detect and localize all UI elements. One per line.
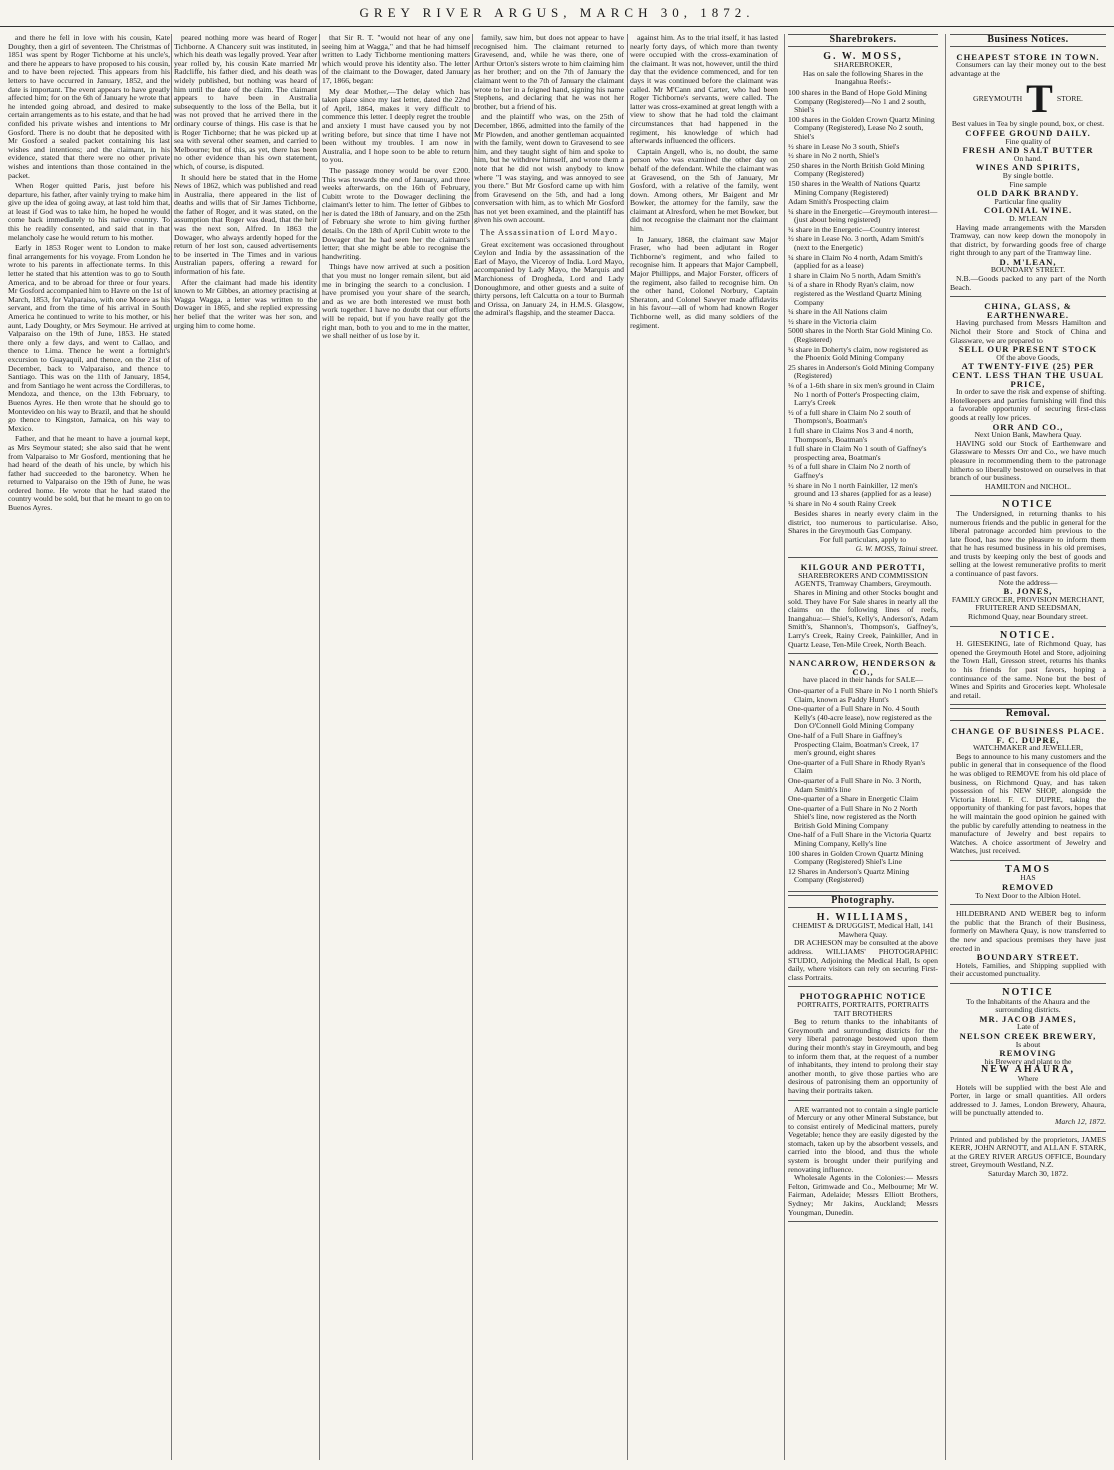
share-item: ¼ share in No 4 south Rainy Creek [788,498,897,508]
article-paragraph: When Roger quitted Paris, just before his departure, his father, after vainly trying to make him give up the idea of going away, at last told him that, at least if God was to take him, he hoped he would come back immediately to his native country. To this he readily consented, and said that in that melancholy case he would return to his mother. [8,181,170,242]
ad-line: COFFEE GROUND DAILY. [965,127,1091,138]
imprint-text: Printed and published by the proprietors, JAMES KERR, JOHN ARNOTT, and ALLAN F. STARK, at the GREY RIVER ARGUS OFFICE, Boundary street, Greymouth Westland, N.Z. [950,1134,1106,1170]
ad-intro: Has on sale the following Shares in the Inangahua Reefs:- [802,68,924,87]
ad-tait-brothers [788,990,938,1100]
share-item: One-quarter of a Full Share in No. 3 North, Adam Smith's line [788,775,922,794]
ad-moss [788,51,938,559]
ad-line: his Brewery and plant to the [984,1056,1072,1066]
ad-subtitle: SHAREBROKERS AND COMMISSION AGENTS, Tramway Chambers, Greymouth. [794,570,932,589]
share-item: One-half of a Full Share in Gaffney's Prospecting Claim, Boatman's Creek, 17 men's ground, eight shares [788,730,919,758]
ad-line: REMOVING [999,1048,1057,1059]
ad-line: Of the above Goods, [996,352,1060,362]
share-item: ¼ share in Claim No 4 north, Adam Smith's (applied for as a lease) [788,252,923,271]
ad-title: NANCARROW, HENDERSON & CO., [789,658,937,677]
ad-signature: F. C. DUPRE, [996,734,1060,745]
ad-title: KILGOUR AND PEROTTI, [800,562,926,573]
ad-body: In order to save the risk and expense of shifting. Hotelkeepers and parties furnishing will find this a favorable opportunity of securing first-class goods at really low prices. [950,387,1106,422]
ad-line: To Next Door to the Albion Hotel. [975,890,1081,900]
ad-subtitle: FAMILY GROCER, PROVISION MERCHANT, FRUITERER AND SEEDSMAN, [951,594,1105,613]
share-item: ½ share in No 2 north, Shiel's [788,151,880,161]
article-heading-lord-mayo: The Assassination of Lord Mayo. [480,228,618,238]
share-item: 1 full share in Claims Nos 3 and 4 north, Thompson's, Boatman's [788,425,914,444]
share-item: One-half of a Full Share in the Victoria Quartz Mining Company, Kelly's line [788,830,932,849]
ad-subtitle: CHEMIST & DRUGGIST, Medical Hall, 141 Mawhera Quay. [792,921,934,939]
ad-signature: G. W. MOSS, Tainui street. [855,543,938,553]
ad-address: BOUNDARY STREET. [976,952,1080,963]
share-item: ½ share in the Victoria claim [788,316,877,326]
ad-line: Late of [1017,1022,1039,1032]
share-item: ⅛ of a 1-6th share in six men's ground in Claim No 1 north of Potter's Prospecting claim, Larry's Creek [788,380,935,408]
ad-signature: HAMILTON and NICHOL. [984,481,1072,491]
column-7-business-notices [950,34,1106,1460]
column-rule [472,34,473,1460]
ad-line: FRESH AND SALT BUTTER [962,145,1094,156]
share-item: ¼ of a share in Rhody Ryan's claim, now registered as the Westland Quartz Mining Company [788,280,922,307]
ad-pills [788,1104,938,1223]
ad-nancarrow-henderson [788,657,938,892]
ad-body: The Undersigned, in returning thanks to his numerous friends and the public in general for the liberal patronage accorded him previous to the late flood, has now the pleasure to inform them that he has resumed business in his old premises, and trusts by keeping only the best of goods and selling at the lowest remunerative profits to merit a continuance of past favors. [950,508,1106,579]
ad-body: Having made arrangements with the Marsden Tramway, can now keep down the monopoly in that district, by forwarding goods free of charge right through to any part of the Tramway line. [950,222,1106,258]
column-4 [474,34,624,1460]
ad-body: HAVING sold our Stock of Earthenware and Glassware to Messrs Orr and Co., we have much pleasure in recommending them to the patronage hitherto so liberally bestowed on ourselves in that branch of our business. [950,438,1106,483]
section-heading-business-notices: Business Notices. [950,34,1106,47]
ad-line: Is about [1015,1039,1041,1049]
column-5 [630,34,778,1460]
ad-line: SELL OUR PRESENT STOCK [958,344,1098,355]
masthead: GREY RIVER ARGUS, MARCH 30, 1872. [0,0,1114,27]
ad-intro: have placed in their hands for SALE— [803,675,923,685]
section-heading-removal: Removal. [950,708,1106,721]
ad-body: ARE warranted not to contain a single particle of Mercury or any other Mineral Substance, but to consist entirely of Medicinal matters, purely Vegetable; hence they are easily digested by the stomach, taken up by the absorbent vessels, and carried into the blood, and thus the whole system is brought under their purifying and renovating influence. [788,1104,938,1174]
ad-subtitle: PORTRAITS, PORTRAITS, PORTRAITS [797,999,929,1009]
ad-title: TAMOS [1005,863,1051,875]
ad-line: Fine sample [1009,179,1047,189]
article-paragraph: against him. As to the trial itself, it has lasted nearly forty days, of which more than twenty were occupied with the cross-examination of the claimant. It was not, however, until the third day that the evidence commenced, and for ten days it was continued before the claimant was called. Mr M'Cann and Carter, who had been Roger Tichborne's servants, were called. The latter was cross-examined at great length with a view to show that he had told the claimant circumstances that had happened in the regiment, his knowledge of which had afterwards influenced the officers. [630,34,778,146]
ad-line: HAS [1020,873,1036,883]
share-item: ¼ share in the All Nations claim [788,307,888,317]
ad-signature: D. M'LEAN, [999,256,1057,267]
share-item: ½ share in No 1 north Fainkiller, 12 men's ground and 13 shares (applied for as a lease) [788,480,932,499]
article-paragraph: Great excitement was occasioned throughout Ceylon and India by the assassination of the Earl of Mayo, the Viceroy of India. Lord Mayo, accompanied by Lady Mayo, the Marquis and Marchioness of Drogheda, Lord and Lady Donoughmore, and other guests and a suite of thirty persons, left Calcutta on a tour to Burmah and Orissa, on January 24, in H.M.S. Glasgow, the admiral's flagship, and the steamer Dacca. [474,239,624,318]
ad-agents: Wholesale Agents in the Colonies:— Messrs Felton, Grimwade and Co., Melbourne; Mr W. Fairman, Adelaide; Messrs Elliott Brothers, Sydney; Mr Jakins, Auckland; Messrs Youngman, Dunedin. [788,1173,938,1217]
article-paragraph: It should here be stated that in the Home News of 1862, which was published and read in Australia, there appeared in the list of deaths and wills that of Sir James Tichborne, the father of Roger, and it was stated, on the assumption that Roger was dead, that the heir was the next son, Alfred. In 1863 the Dowager, who always ardently hoped for the return of her lost son, caused advertisements to be inserted in The Times and in various Australian papers, offering a reward for information of his fate. [174,172,317,277]
ad-title: G. W. MOSS, [823,50,903,62]
column-rule [945,34,946,1460]
share-item: ¼ share in the Energetic—Greymouth interest—(just about being registered) [788,206,938,225]
share-item: One-quarter of a Full Share in Rhody Ryan's Claim [788,757,926,776]
ad-cheapest-store [950,51,1106,298]
ad-address: Richmond Quay, near Boundary street. [968,612,1088,622]
column-rule [627,34,628,1460]
article-paragraph: Captain Angell, who is, no doubt, the same person who was examined the other day on behalf of the defendant. While the claimant was at Gravesend, on the 5th of January, Mr Gosford, with a relative of the family, went down. Among others, Mr Baigent and Mr Bowker, the attorney for the family, saw the claimant at Alresford, when he met Bowker, but did not recognise the claimant nor the claimant him. [630,146,778,234]
ad-line: REMOVED [1002,882,1054,893]
ad-body: Shares in Mining and other Stocks bought and sold. They have For Sale shares in nearly all the claims on the following lines of reefs, Inangahua:— Shiel's, Kelly's, Anderson's, Adam Smith's, Shannon's, Thompson's, Gaffney's, Larry's Creek, Rainy Creek, Painkiller, And in Quartz Lease, Ten-Mile Creek, North Beach. [788,588,938,649]
ad-title: NOTICE. [1000,629,1056,641]
article-paragraph: The passage money would be over £200. This was towards the end of January, and three weeks afterwards, on the 16th of February, Cubitt wrote to the Dowager declining the claimant's letter to him. The letter of Gibbes to her is dated the 18th of January, and on the 25th of February she wrote to him giving further details. On the 18th of April Cubitt wrote to the Dowager that he had seen her the claimant's letter; that she might be able to recognise the handwriting. [322,165,470,261]
store-name-left: GREYMOUTH [973,94,1023,104]
ad-tamos [950,864,1106,905]
ad-signature: ORR AND CO., [992,421,1064,432]
ad-body: DR ACHESON may be consulted at the above address. WILLIAMS' PHOTOGRAPHIC STUDIO, Adjoining the Medical Hall, Is open daily, where visitors can rely on securing First-class Portraits. [788,938,938,982]
share-item: One-quarter of a Full Share in No 2 North Shiel's line, now registered as the North British Gold Mining Company [788,803,918,830]
ad-note: Besides shares in nearly every claim in the district, too numerous to particularise. Also, Shares in the Greymouth Gas Company. [788,509,938,536]
ad-signature: B. JONES, [1003,586,1053,597]
article-paragraph: family, saw him, but does not appear to have recognised him. The claimant returned to Gravesend, and, while he was there, one of Arthur Orton's sisters wrote to him claiming him as her brother; and on the 7th of January the claimant went to the 7th of January the claimant wrote to her in a feigned hand, signing his name Stephens, and declaring that he was not her brother, but a friend of his. [474,34,624,111]
share-item: 150 shares in the Wealth of Nations Quartz Mining Company (Registered) [788,178,921,197]
article-paragraph: Things have now arrived at such a position that you must no longer remain silent, but aid me in bringing the search to a conclusion. I have promised you your share of the search, and as we are both interested we must both work together. I have no doubt that our efforts will be repaid, but if you have really got the right man, both to you and to me in the matter, we shall neither of us lose by it. [322,262,470,341]
column-rule [784,34,785,1460]
ad-date: March 12, 1872. [1055,1116,1106,1126]
share-item: 5000 shares in the North Star Gold Mining Co. (Registered) [788,326,933,344]
share-item: ¼ share in Doherty's claim, now registered as the Phoenix Gold Mining Company [788,344,928,363]
share-item: 250 shares in the North British Gold Mining Company (Registered) [788,160,925,179]
ad-signature: D. M'LEAN [1008,213,1048,223]
column-2 [174,34,317,1460]
share-item: One-quarter of a Full Share in No 1 north Shiel's Claim, known as Paddy Hunt's [788,685,938,704]
ad-line: Best values in Tea by single pound, box, or chest. [951,119,1105,129]
ad-kilgour-perotti [788,561,938,654]
share-item: 25 shares in Anderson's Gold Mining Company (Registered) [788,362,935,381]
ad-address: Next Union Bank, Mawhera Quay. [974,430,1082,440]
article-paragraph: In January, 1868, the claimant saw Major Fraser, who had been adjutant in Roger Tichborne's regiment, and who failed to recognise him. It appears that Major Campbell, Major Phillipps, and Major Forster, officers of the regiment, also failed to recognise him. On the other hand, Colonel Norbury, Captain Sheraton, and Colonel Sawyer made affidavits in his favour—all of whom had known Roger Tichborne well, as did many soldiers of the regiment. [630,234,778,330]
ad-line: OLD DARK BRANDY. [976,188,1080,199]
article-paragraph: that Sir R. T. "would not hear of any one seeing him at Wagga," and that he had himself written to Lady Tichborne mentioning matters which would prove his identity also. The letter of the claimant to the Dowager, dated January 17, 1866, began: [322,34,470,85]
ad-title: NOTICE [1002,499,1054,511]
section-heading-sharebrokers: Sharebrokers. [788,34,938,47]
ad-subtitle: SHAREBROKER, [833,60,893,70]
column-rule [171,34,172,1460]
store-name [950,76,1106,122]
store-name-right: STORE. [1056,94,1083,104]
ad-body: Hotels, Families, and Shipping supplied with their accustomed punctuality. [950,960,1106,979]
ad-line: NELSON CREEK BREWERY, [959,1030,1097,1041]
ad-body: Begs to announce to his many customers and the public in general that in consequence of the flood he was obliged to REMOVE from his old place of business, on Richmond Quay, and has taken possession of his NEW SHOP, alongside the Victoria Hotel. F. C. DUPRE, taking the opportunity of thanking for past favors, hopes that he will maintain the good opinion he gained with the public by carefully attending to neatness in the manufacture of Jewelry and best repairs to Watches. A choice assortment of Jewelry and Watches, just received. [950,751,1106,856]
imprint [950,1136,1106,1179]
share-item: ½ of a full share in Claim No 2 south of Thompson's, Boatman's [788,407,911,426]
ad-apply: For full particulars, apply to [819,535,907,545]
share-item: 100 shares in Golden Crown Quartz Mining Company (Registered) Shiel's Line [788,848,924,867]
share-item: 1 full share in Claim No 1 south of Gaffney's prospecting area, Boatman's [788,444,927,462]
ad-title: NOTICE [1002,987,1054,998]
column-rule [319,34,320,1460]
share-item: One-quarter of a Full Share in No. 4 South Kelly's (40-acre lease), now registered as the Don O'Connell Gold Mining Company [788,704,932,731]
ad-dupre [950,725,1106,861]
ad-line: By single bottle. [1002,170,1054,180]
article-paragraph: and there he fell in love with his cousin, Kate Doughty, then a girl of seventeen. The Christmas of 1851 was spent by Roger Tichborne at his uncle's, and there he appears to have proposed to his cousin, and to have been rejected. This appears from his letters to have occurred in January, 1852, and the date is important. The event appears to have greatly affected him; for on the 6th of January he wrote that he intended going abroad, and desired to make certain arrangements as to his estate, and that he had confided his private wishes and intentions to Mr Gosford. There is no doubt that he deposited with Mr Gosford a sealed packet containing his last wishes and intentions; and the claimant, in his evidence, stated that there were no other private wishes and intentions than those contained in the packet. [8,34,170,180]
share-item: 1 share in Claim No 5 north, Adam Smith's [788,270,921,280]
ad-firm: TAIT BROTHERS [833,1008,893,1018]
article-paragraph: After the claimant had made his identity known to Mr Gibbes, an attorney practising at Wagga Wagga, a letter was written to the Dowager in 1865, and she replied expressing her belief that the writer was her son, and urging him to come home. [174,277,317,330]
share-item: One-quarter of a Share in Energetic Claim [788,794,919,804]
share-list [788,89,938,508]
ad-title: CHEAPEST STORE IN TOWN. [956,51,1100,62]
share-item: 100 shares in the Golden Crown Quartz Mining Company (Registered), Lease No 2 south, Shiel's [788,114,935,141]
share-item: 12 Shares in Anderson's Quartz Mining Company (Registered) [788,866,910,885]
ad-title: H. WILLIAMS, [816,911,910,923]
ad-body: H. GIESEKING, late of Richmond Quay, has opened the Greymouth Hotel and Store, adjoining the Town Hall, Gresson street, returns his thanks to his friends for past favors, hoping a continuance of the same. None but the best of Wines and Spirits and Groceries kept. Wholesale and retail. [950,639,1106,700]
ad-body: Consumers can lay their money out to the best advantage at the [950,60,1106,78]
ad-williams [788,912,938,988]
ad-body: Beg to return thanks to the inhabitants of Greymouth and surrounding districts for the very liberal patronage bestowed upon them during their month's stay in Greymouth, and beg to inform them that, at the request of a number of inhabitants, they intend to prolong their stay another month, to give those parties who are desirous of patronising them an opportunity of having their portraits taken. [788,1017,938,1095]
ad-line: AT TWENTY-FIVE (25) PER CENT. LESS THAN THE USUAL PRICE, [952,361,1104,389]
ad-body: HILDEBRAND AND WEBER beg to inform the public that the Branch of their Business, formerly on Mawhera Quay, is now transferred to the new and spacious premises they have just erected in [950,909,1106,953]
ad-notice-gieseking [950,630,1106,706]
ad-line: MR. JACOB JAMES, [979,1013,1077,1024]
ad-notice-jones [950,499,1106,626]
ad-subtitle: WATCHMAKER and JEWELLER, [973,743,1083,753]
column-3 [322,34,470,1460]
article-paragraph: Early in 1853 Roger went to London to make final arrangements for his voyage. From London he wrote to his parents in affectionate terms. In this letter he stated that his attention was to go to South America, and to be abroad for three or four years. Mr Gosford accompanied him to Havre on the 1st of March, 1853, for Valparaiso, with one Moore as his servant, and from the time of his arrival in South America he continued to write to his mother, or his aunt, Lady Doughty, or Mrs Seymour. He arrived at Valparaiso on the 19th of June, 1853. He stated there only a few days, and went to Callao, and thence to Lima. Thence he went a fortnight's excursion to Guayaquil, and thence, on the 21st of December, back to Valparaiso, and thence to Santiago. This was on the 11th of January, 1854, and from Santiago he went across the Cordilleras, to Mendoza, and thence, on the 13th February, to Buenos Ayres. He then wrote that he should go to Montevideo on his way to Brazil, and that he should go thence to Kingston, Jamaica, on his way to Mexico. [8,243,170,433]
share-item: ½ of a full share in Claim No 2 north of Gaffney's [788,462,911,480]
ad-note: N.B.—Goods packed to any part of the North Beach. [950,274,1106,292]
ad-title: PHOTOGRAPHIC NOTICE [799,991,927,1002]
column-6-sharebrokers [788,34,938,1460]
ad-line: NEW AHAURA, [980,1064,1076,1076]
ad-body: Having purchased from Messrs Hamilton and Nichol their Store and Stock of China and Glassware, we are prepared to [950,318,1106,345]
ad-address: BOUNDARY STREET. [990,265,1066,275]
article-paragraph: My dear Mother,—The delay which has taken place since my last letter, dated the 22nd of April, 1864, makes it very difficult to commence this letter. I deeply regret the trouble and anxiety I must have caused you by not writing before, but since that time I have not been without my troubles. I am now in Australia, and I hope soon to be able to return to you. [322,86,470,165]
ad-title: CHINA, GLASS, & EARTHENWARE. [984,301,1072,320]
ad-hildebrand-weber [950,908,1106,984]
ad-line: Particular fine quality [994,196,1062,206]
ad-line: On hand. [1013,153,1043,163]
imprint-date: Saturday March 30, 1872. [987,1168,1069,1178]
article-paragraph: peared nothing more was heard of Roger Tichborne. A Chancery suit was instituted, in which his death was legally proved. Year after year rolled by, his cousin Kate married Mr Radcliffe, his father died, and his death was widely published, but nothing was heard of him until the date of the claim. The claimant appears to have been in Australia subsequently to the loss of the Bella, but it was not proved that he arrived there in the ordinary course of things. His case is that he is Roger Tichborne; that he was picked up at sea with several other seamen, and carried to Melbourne; but of this, as yet, there has been no other evidence than his own statement, which, of course, is disputed. [174,34,317,171]
article-paragraph: Father, and that he meant to have a journal kept, as Mrs Seymour stated; she also said that he went from Valparaiso to Mr Gosford, mentioning that he had heard of the death of his uncle, by which his father had succeeded to the baronetcy. When he returned to Valparaiso on the 19th of June, he was ordered home. He wrote that he had stated the country would be sold, but that he meant to go on to Buenos Ayres. [8,434,170,513]
ad-james-brewery [950,987,1106,1132]
ad-title: CHANGE OF BUSINESS PLACE. [951,725,1105,736]
store-big-letter: T [1026,76,1053,122]
share-list [788,687,938,885]
share-item: Adam Smith's Prospecting claim [788,197,889,207]
ad-line: To the Inhabitants of the Ahaura and the surrounding districts. [966,996,1090,1015]
ad-body: Hotels will be supplied with the best Ale and Porter, in large or small quantities. All orders addressed to J. James, London Brewery, Ahaura, will be punctually attended to. [950,1082,1106,1118]
share-item: ½ share in Lease No. 3 north, Adam Smith's (next to the Energetic) [788,234,924,253]
ad-line: Note the address— [998,577,1058,587]
share-item: 100 shares in the Band of Hope Gold Mining Company (Registered)—No 1 and 2 south, Shiel's [788,87,927,115]
ad-line: Fine quality of [1005,136,1051,146]
section-heading-photography: Photography. [788,895,938,908]
ad-line: COLONIAL WINE. [983,205,1073,216]
ad-line: Where [1017,1073,1039,1083]
share-item: ½ share in Lease No 3 south, Shiel's [788,141,900,151]
ad-china-glass [950,300,1106,496]
article-paragraph: and the plaintiff who was, on the 25th of December, 1866, admitted into the family of the Mr Plowden, and another gentleman acquainted with the family, went down to Gravesend to see him, and they taught sight of him and spoke to him, but he withdrew himself, and wrote them a note that he did not wish anybody to know where "I was staying, and was annoyed to see you there." But Mr Gosford came up with him from Gravesend on the 5th, and had a long conversation with him, as to which Mr Gosford has not yet been examined, and the plaintiff has given his own account. [474,112,624,225]
column-1 [8,34,170,1460]
ad-line: WINES AND SPIRITS, [975,162,1081,173]
share-item: ¼ share in the Energetic—Country interest [788,224,920,234]
